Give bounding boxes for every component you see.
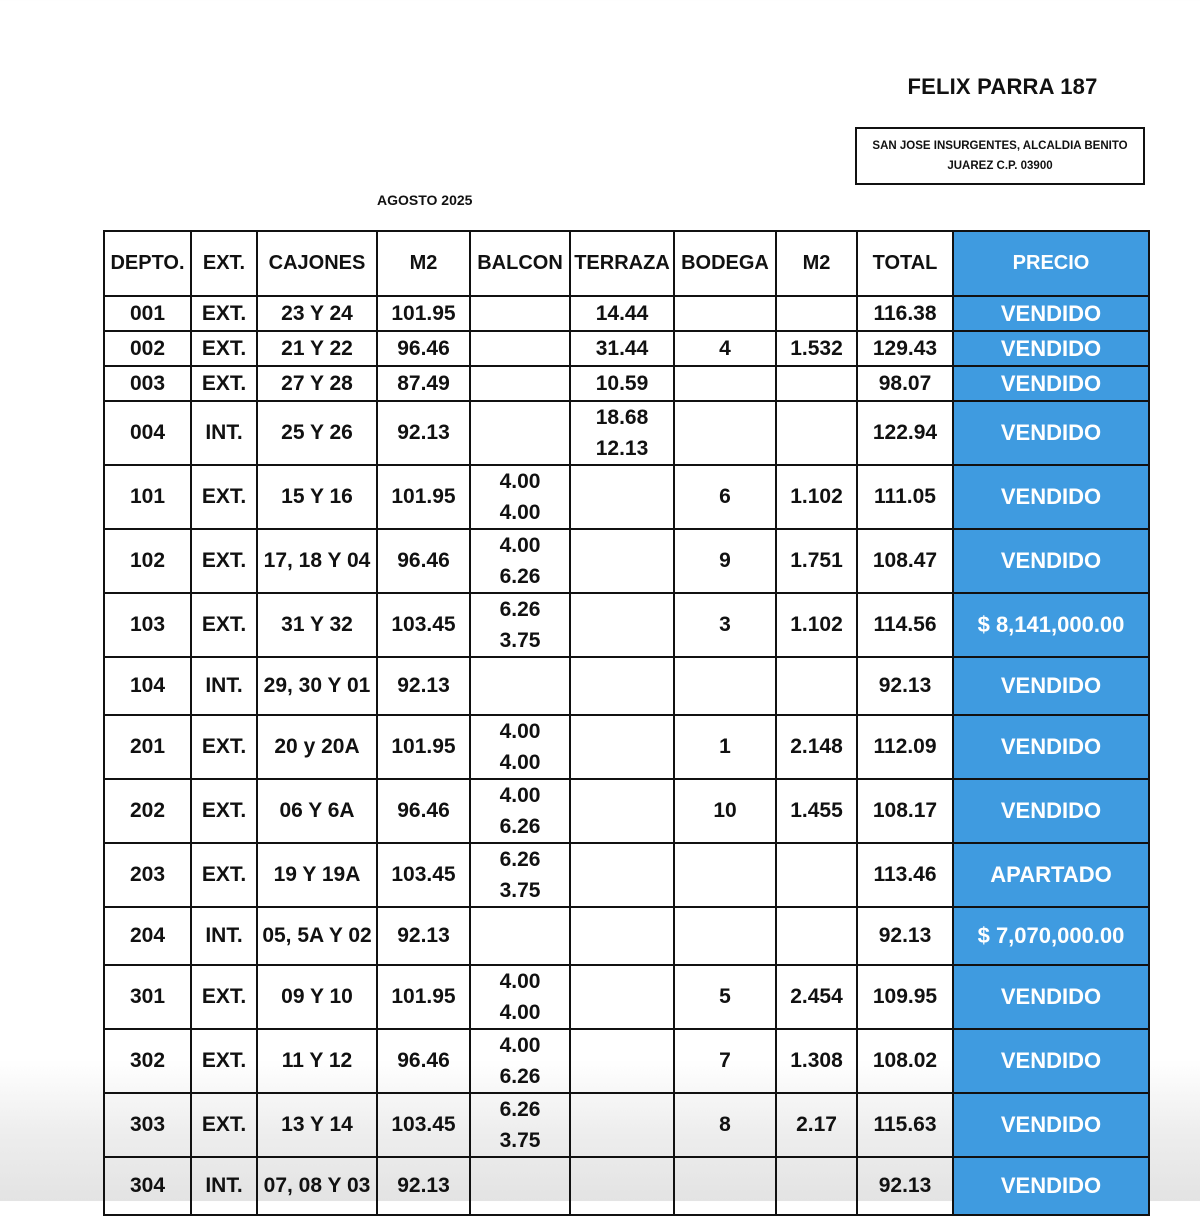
depto-cell: 304 (104, 1157, 191, 1215)
cajones-cell: 07, 08 Y 03 (257, 1157, 377, 1215)
bodega-cell: 7 (674, 1029, 776, 1093)
table-row (104, 465, 1149, 529)
depto-cell: 003 (104, 366, 191, 401)
bodega-m2-cell: 1.455 (776, 779, 857, 843)
cajones-cell: 20 y 20A (257, 715, 377, 779)
bodega-m2-cell: 2.454 (776, 965, 857, 1029)
balcon-cell (470, 465, 570, 529)
table-row (104, 907, 1149, 965)
bodega-m2-cell (776, 657, 857, 715)
balcon-cell-value: 3.75 (499, 879, 541, 902)
balcon-cell (470, 366, 570, 401)
depto-cell: 104 (104, 657, 191, 715)
ext-cell: INT. (191, 907, 257, 965)
m2-cell: 87.49 (377, 366, 470, 401)
precio-cell: VENDIDO (953, 296, 1149, 331)
ext-cell: EXT. (191, 366, 257, 401)
bodega-m2-cell: 1.102 (776, 593, 857, 657)
m2-cell: 92.13 (377, 401, 470, 465)
bodega-m2-cell: 1.102 (776, 465, 857, 529)
balcon-cell (470, 715, 570, 779)
terraza-cell (570, 779, 674, 843)
table-row (104, 657, 1149, 715)
cajones-cell: 11 Y 12 (257, 1029, 377, 1093)
bodega-m2-cell (776, 401, 857, 465)
terraza-cell (570, 657, 674, 715)
bodega-cell (674, 366, 776, 401)
depto-cell: 202 (104, 779, 191, 843)
units-table (103, 230, 1150, 1216)
depto-cell: 002 (104, 331, 191, 366)
depto-cell: 101 (104, 465, 191, 529)
m2-cell: 96.46 (377, 529, 470, 593)
terraza-cell-value: 10.59 (595, 372, 649, 395)
balcon-cell-value: 6.26 (499, 848, 541, 871)
total-cell: 92.13 (857, 907, 953, 965)
m2-cell: 96.46 (377, 779, 470, 843)
bodega-m2-cell: 1.751 (776, 529, 857, 593)
balcon-cell-value: 4.00 (499, 1001, 541, 1024)
col-header-ext: EXT. (191, 231, 257, 296)
total-cell: 122.94 (857, 401, 953, 465)
col-header-total: TOTAL (857, 231, 953, 296)
col-header-m2: M2 (377, 231, 470, 296)
bodega-m2-cell: 2.148 (776, 715, 857, 779)
table-row (104, 779, 1149, 843)
ext-cell: EXT. (191, 529, 257, 593)
table-row (104, 1157, 1149, 1215)
total-cell: 92.13 (857, 1157, 953, 1215)
table-row (104, 1093, 1149, 1157)
bodega-m2-cell (776, 366, 857, 401)
balcon-cell-value: 4.00 (499, 970, 541, 993)
terraza-cell (570, 465, 674, 529)
m2-cell: 101.95 (377, 465, 470, 529)
depto-cell: 303 (104, 1093, 191, 1157)
bodega-cell: 6 (674, 465, 776, 529)
cajones-cell: 09 Y 10 (257, 965, 377, 1029)
depto-cell: 204 (104, 907, 191, 965)
precio-cell: VENDIDO (953, 965, 1149, 1029)
bodega-cell (674, 401, 776, 465)
ext-cell: INT. (191, 401, 257, 465)
ext-cell: EXT. (191, 331, 257, 366)
balcon-cell (470, 331, 570, 366)
bodega-cell (674, 1157, 776, 1215)
m2-cell: 101.95 (377, 965, 470, 1029)
precio-cell: APARTADO (953, 843, 1149, 907)
cajones-cell: 21 Y 22 (257, 331, 377, 366)
balcon-cell (470, 965, 570, 1029)
balcon-cell-value: 6.26 (499, 1098, 541, 1121)
total-cell: 108.02 (857, 1029, 953, 1093)
terraza-cell (570, 1157, 674, 1215)
bodega-cell (674, 657, 776, 715)
m2-cell: 101.95 (377, 296, 470, 331)
balcon-cell (470, 1157, 570, 1215)
terraza-cell-value: 14.44 (595, 302, 649, 325)
total-cell: 113.46 (857, 843, 953, 907)
table-row (104, 296, 1149, 331)
total-cell: 114.56 (857, 593, 953, 657)
terraza-cell-value: 12.13 (595, 437, 649, 460)
bodega-cell: 8 (674, 1093, 776, 1157)
bodega-m2-cell: 1.532 (776, 331, 857, 366)
total-cell: 112.09 (857, 715, 953, 779)
depto-cell: 203 (104, 843, 191, 907)
balcon-cell-value: 3.75 (499, 629, 541, 652)
balcon-cell (470, 529, 570, 593)
balcon-cell-value: 4.00 (499, 784, 541, 807)
balcon-cell-value: 4.00 (499, 470, 541, 493)
bodega-cell: 5 (674, 965, 776, 1029)
bodega-cell (674, 843, 776, 907)
depto-cell: 301 (104, 965, 191, 1029)
total-cell: 116.38 (857, 296, 953, 331)
m2-cell: 103.45 (377, 1093, 470, 1157)
m2-cell: 103.45 (377, 593, 470, 657)
table-row (104, 1029, 1149, 1093)
cajones-cell: 15 Y 16 (257, 465, 377, 529)
total-cell: 98.07 (857, 366, 953, 401)
terraza-cell (570, 401, 674, 465)
precio-cell: $ 7,070,000.00 (953, 907, 1149, 965)
terraza-cell (570, 366, 674, 401)
bodega-m2-cell (776, 907, 857, 965)
ext-cell: EXT. (191, 843, 257, 907)
cajones-cell: 13 Y 14 (257, 1093, 377, 1157)
balcon-cell (470, 401, 570, 465)
cajones-cell: 05, 5A Y 02 (257, 907, 377, 965)
bodega-m2-cell (776, 843, 857, 907)
balcon-cell-value: 6.26 (499, 565, 541, 588)
cajones-cell: 27 Y 28 (257, 366, 377, 401)
cajones-cell: 29, 30 Y 01 (257, 657, 377, 715)
bodega-m2-cell: 1.308 (776, 1029, 857, 1093)
cajones-cell: 06 Y 6A (257, 779, 377, 843)
precio-cell: $ 8,141,000.00 (953, 593, 1149, 657)
col-header-terraza: TERRAZA (570, 231, 674, 296)
bodega-cell (674, 296, 776, 331)
balcon-cell (470, 779, 570, 843)
balcon-cell-value: 4.00 (499, 751, 541, 774)
cajones-cell: 19 Y 19A (257, 843, 377, 907)
precio-cell: VENDIDO (953, 1093, 1149, 1157)
m2-cell: 103.45 (377, 843, 470, 907)
cajones-cell: 25 Y 26 (257, 401, 377, 465)
table-row (104, 843, 1149, 907)
terraza-cell-value: 31.44 (595, 337, 649, 360)
col-header-bodega: BODEGA (674, 231, 776, 296)
balcon-cell-value: 6.26 (499, 815, 541, 838)
total-cell: 92.13 (857, 657, 953, 715)
balcon-cell (470, 296, 570, 331)
terraza-cell (570, 965, 674, 1029)
report-date: AGOSTO 2025 (377, 192, 473, 208)
table-header-row (104, 231, 1149, 296)
m2-cell: 96.46 (377, 1029, 470, 1093)
balcon-cell (470, 593, 570, 657)
ext-cell: INT. (191, 1157, 257, 1215)
total-cell: 129.43 (857, 331, 953, 366)
col-header-balcon: BALCON (470, 231, 570, 296)
m2-cell: 101.95 (377, 715, 470, 779)
balcon-cell (470, 657, 570, 715)
precio-cell: VENDIDO (953, 401, 1149, 465)
precio-cell: VENDIDO (953, 657, 1149, 715)
bodega-cell: 3 (674, 593, 776, 657)
balcon-cell-value: 3.75 (499, 1129, 541, 1152)
table-row (104, 401, 1149, 465)
precio-cell: VENDIDO (953, 465, 1149, 529)
depto-cell: 201 (104, 715, 191, 779)
table-row (104, 529, 1149, 593)
terraza-cell (570, 843, 674, 907)
ext-cell: INT. (191, 657, 257, 715)
terraza-cell (570, 907, 674, 965)
ext-cell: EXT. (191, 715, 257, 779)
ext-cell: EXT. (191, 965, 257, 1029)
terraza-cell (570, 529, 674, 593)
bodega-m2-cell (776, 296, 857, 331)
balcon-cell-value: 4.00 (499, 534, 541, 557)
precio-cell: VENDIDO (953, 1157, 1149, 1215)
terraza-cell-value: 18.68 (595, 406, 649, 429)
depto-cell: 004 (104, 401, 191, 465)
precio-cell: VENDIDO (953, 529, 1149, 593)
precio-cell: VENDIDO (953, 779, 1149, 843)
balcon-cell-value: 6.26 (499, 1065, 541, 1088)
terraza-cell (570, 593, 674, 657)
precio-cell: VENDIDO (953, 331, 1149, 366)
balcon-cell (470, 843, 570, 907)
precio-cell: VENDIDO (953, 1029, 1149, 1093)
bodega-cell (674, 907, 776, 965)
bodega-m2-cell: 2.17 (776, 1093, 857, 1157)
terraza-cell (570, 1029, 674, 1093)
balcon-cell-value: 6.26 (499, 598, 541, 621)
table-row (104, 331, 1149, 366)
table-row (104, 366, 1149, 401)
depto-cell: 102 (104, 529, 191, 593)
total-cell: 108.17 (857, 779, 953, 843)
total-cell: 111.05 (857, 465, 953, 529)
total-cell: 108.47 (857, 529, 953, 593)
bodega-cell: 9 (674, 529, 776, 593)
precio-cell: VENDIDO (953, 715, 1149, 779)
balcon-cell-value: 4.00 (499, 501, 541, 524)
balcon-cell (470, 1093, 570, 1157)
address-box: SAN JOSE INSURGENTES, ALCALDIA BENITO JUAREZ C.P. 03900 (855, 127, 1145, 185)
ext-cell: EXT. (191, 1093, 257, 1157)
m2-cell: 92.13 (377, 1157, 470, 1215)
col-header-depto: DEPTO. (104, 231, 191, 296)
balcon-cell-value: 4.00 (499, 720, 541, 743)
table-row (104, 715, 1149, 779)
terraza-cell (570, 715, 674, 779)
balcon-cell (470, 907, 570, 965)
m2-cell: 92.13 (377, 907, 470, 965)
terraza-cell (570, 1093, 674, 1157)
ext-cell: EXT. (191, 779, 257, 843)
table-row (104, 965, 1149, 1029)
col-header-precio: PRECIO (953, 231, 1149, 296)
total-cell: 109.95 (857, 965, 953, 1029)
cajones-cell: 17, 18 Y 04 (257, 529, 377, 593)
ext-cell: EXT. (191, 593, 257, 657)
balcon-cell (470, 1029, 570, 1093)
terraza-cell (570, 331, 674, 366)
ext-cell: EXT. (191, 465, 257, 529)
page-title: FELIX PARRA 187 (907, 74, 1098, 99)
terraza-cell (570, 296, 674, 331)
bodega-m2-cell (776, 1157, 857, 1215)
cajones-cell: 31 Y 32 (257, 593, 377, 657)
bodega-cell: 4 (674, 331, 776, 366)
bodega-cell: 1 (674, 715, 776, 779)
precio-cell: VENDIDO (953, 366, 1149, 401)
col-header-bodega-m2: M2 (776, 231, 857, 296)
total-cell: 115.63 (857, 1093, 953, 1157)
balcon-cell-value: 4.00 (499, 1034, 541, 1057)
m2-cell: 96.46 (377, 331, 470, 366)
ext-cell: EXT. (191, 1029, 257, 1093)
table-row (104, 593, 1149, 657)
depto-cell: 302 (104, 1029, 191, 1093)
cajones-cell: 23 Y 24 (257, 296, 377, 331)
depto-cell: 001 (104, 296, 191, 331)
ext-cell: EXT. (191, 296, 257, 331)
depto-cell: 103 (104, 593, 191, 657)
m2-cell: 92.13 (377, 657, 470, 715)
col-header-cajones: CAJONES (257, 231, 377, 296)
bodega-cell: 10 (674, 779, 776, 843)
